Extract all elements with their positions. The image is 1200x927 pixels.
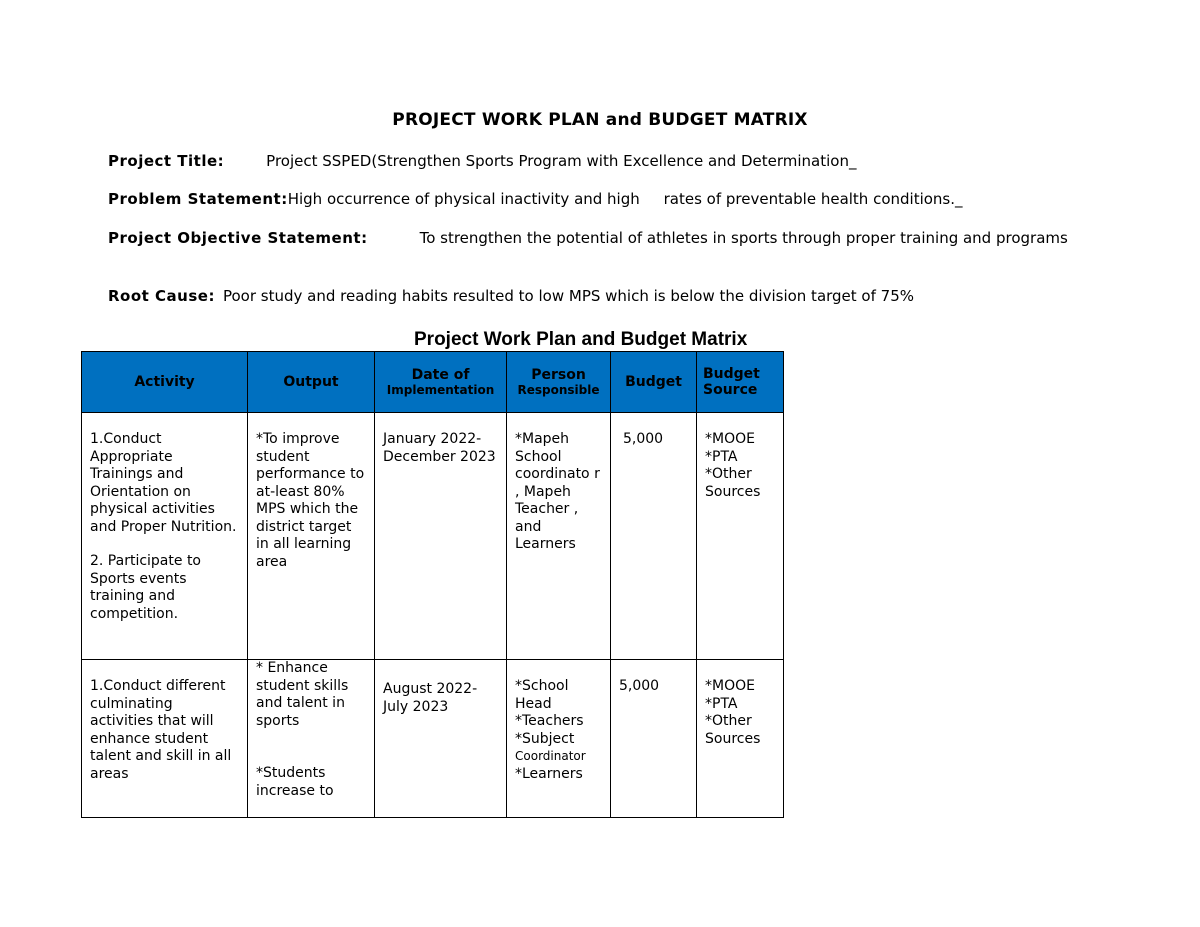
cell-activity: 1.Conduct different culminating activities that will enhance student talent and skill in all areas (82, 660, 248, 818)
header-activity: Activity (82, 352, 248, 413)
cell-budget: 5,000 (611, 413, 697, 660)
header-date (375, 352, 507, 413)
objective-statement-field (108, 228, 1088, 248)
table-row (82, 413, 784, 660)
project-title-value: Project SSPED(Strengthen Sports Program with Excellence and Determination_ (266, 152, 857, 170)
cell-activity (82, 413, 248, 660)
header-budget-source (697, 352, 784, 413)
person-item: *School Head (515, 678, 569, 712)
table-header-row (82, 352, 784, 413)
header-person (507, 352, 611, 413)
problem-statement-value: High occurrence of physical inactivity and high rates of preventable health conditions._ (287, 190, 963, 208)
cell-output (248, 660, 375, 818)
source-item: *MOOE (705, 431, 755, 447)
problem-statement-field (108, 189, 963, 209)
person-item: Coordinator (515, 749, 586, 763)
problem-statement-label: Problem Statement: (108, 190, 288, 208)
source-item: *MOOE (705, 678, 755, 694)
objective-statement-value: To strengthen the potential of athletes in sports through proper training and programs (419, 229, 1068, 247)
header-source-line-2: Source (703, 382, 758, 398)
root-cause-label: Root Cause: (108, 287, 215, 305)
cell-person: *Mapeh School coordinato r , Mapeh Teacher , and Learners (507, 413, 611, 660)
cell-person (507, 660, 611, 818)
header-date-sub: Implementation (386, 383, 495, 397)
source-item: *Other Sources (705, 713, 761, 747)
header-date-main: Date of (411, 367, 470, 383)
document-title: PROJECT WORK PLAN and BUDGET MATRIX (392, 110, 808, 130)
output-item: * Enhance student skills and talent in sports (256, 660, 349, 729)
person-item: *Learners (515, 765, 583, 782)
project-title-field (108, 151, 856, 171)
header-person-sub: Responsible (517, 383, 600, 397)
header-person-main: Person (531, 367, 586, 383)
activity-item: 2. Participate to Sports events training and competition. (90, 553, 201, 622)
source-item: *Other Sources (705, 466, 761, 500)
cell-budget-source (697, 660, 784, 818)
matrix-title: Project Work Plan and Budget Matrix (414, 329, 748, 350)
header-output: Output (248, 352, 375, 413)
output-item: *Students increase to (256, 765, 334, 799)
work-plan-table (81, 351, 784, 818)
cell-date: January 2022-December 2023 (375, 413, 507, 660)
objective-statement-label: Project Objective Statement: (108, 229, 368, 247)
cell-budget: 5,000 (611, 660, 697, 818)
activity-item: 1.Conduct Appropriate Trainings and Orientation on physical activities and Proper Nutrition. (90, 431, 237, 535)
header-budget: Budget (611, 352, 697, 413)
source-item: *PTA (705, 695, 738, 712)
project-title-label: Project Title: (108, 152, 225, 170)
cell-date: August 2022-July 2023 (375, 660, 507, 818)
header-source-line-1: Budget (703, 366, 760, 382)
root-cause-field (108, 286, 914, 306)
cell-budget-source (697, 413, 784, 660)
table-row (82, 660, 784, 818)
source-item: *PTA (705, 448, 738, 465)
cell-output: *To improve student performance to at-least 80% MPS which the district target in all learning area (248, 413, 375, 660)
person-item: *Subject (515, 730, 575, 747)
person-item: *Teachers (515, 713, 584, 729)
root-cause-value: Poor study and reading habits resulted to low MPS which is below the division target of 75% (222, 287, 915, 305)
